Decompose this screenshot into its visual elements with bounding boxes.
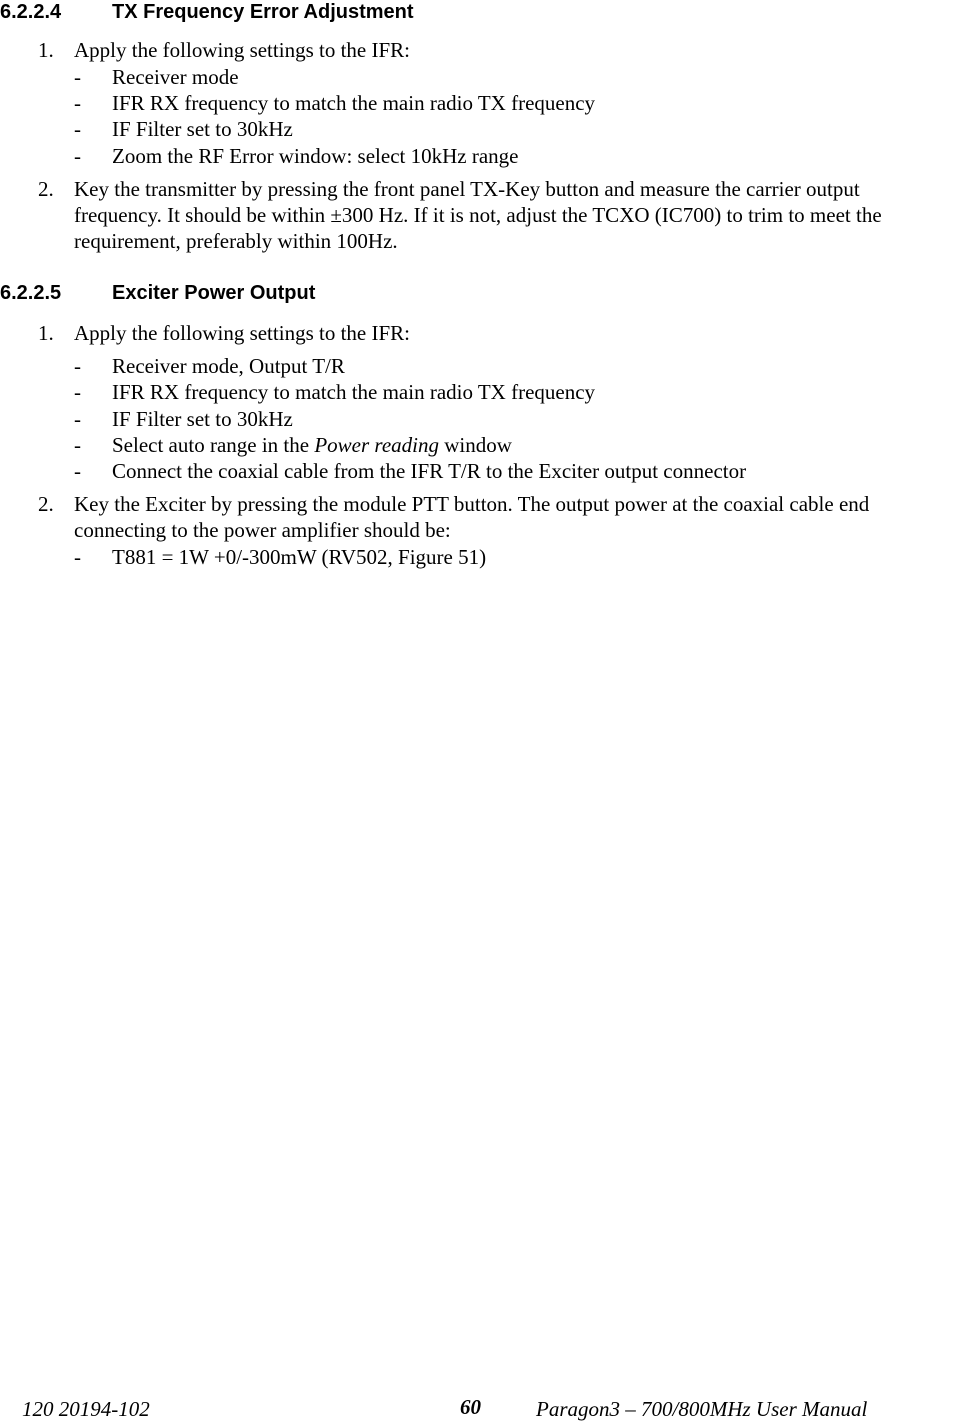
step-text-line: Key the Exciter by pressing the module PTT button. The output power at the coaxial cable end	[74, 492, 870, 516]
bullet-marker: -	[74, 433, 81, 457]
section-title: TX Frequency Error Adjustment	[112, 1, 414, 23]
bullet-item: Connect the coaxial cable from the IFR T/R to the Exciter output connector	[112, 459, 747, 483]
step-text-line: Key the transmitter by pressing the front panel TX-Key button and measure the carrier output	[74, 177, 860, 201]
footer-manual-title: Paragon3 – 700/800MHz User Manual	[536, 1397, 868, 1421]
bullet-marker: -	[74, 91, 81, 115]
step-marker: 1.	[38, 321, 54, 345]
step-text-line: requirement, preferably within 100Hz.	[74, 229, 398, 253]
step-marker: 2.	[38, 177, 54, 201]
bullet-item: Receiver mode	[112, 65, 239, 89]
bullet-item: T881 = 1W +0/-300mW (RV502, Figure 51)	[112, 545, 487, 569]
bullet-item: Receiver mode, Output T/R	[112, 354, 345, 378]
bullet-marker: -	[74, 144, 81, 168]
step-text: Apply the following settings to the IFR:	[74, 321, 410, 345]
step-marker: 2.	[38, 492, 54, 516]
bullet-marker: -	[74, 354, 81, 378]
section-number: 6.2.2.4	[0, 1, 62, 23]
footer-page-number: 60	[460, 1395, 481, 1419]
bullet-item-power-reading: Select auto range in the Power reading window	[112, 433, 512, 457]
bullet-item: IFR RX frequency to match the main radio TX frequency	[112, 91, 596, 115]
step-text-line: connecting to the power amplifier should be:	[74, 518, 451, 542]
bullet-marker: -	[74, 117, 81, 141]
footer-doc-number: 120 20194-102	[22, 1397, 150, 1421]
bullet-marker: -	[74, 65, 81, 89]
step-text-line: frequency. It should be within ±300 Hz. If it is not, adjust the TCXO (IC700) to trim to meet the	[74, 203, 882, 227]
bullet-item: IFR RX frequency to match the main radio TX frequency	[112, 380, 596, 404]
bullet-marker: -	[74, 545, 81, 569]
section-title: Exciter Power Output	[112, 282, 316, 304]
step-marker: 1.	[38, 38, 54, 62]
bullet-marker: -	[74, 459, 81, 483]
step-text: Apply the following settings to the IFR:	[74, 38, 410, 62]
section-number: 6.2.2.5	[0, 282, 62, 304]
bullet-item: IF Filter set to 30kHz	[112, 407, 293, 431]
bullet-item: IF Filter set to 30kHz	[112, 117, 293, 141]
bullet-marker: -	[74, 407, 81, 431]
bullet-item: Zoom the RF Error window: select 10kHz range	[112, 144, 519, 168]
bullet-marker: -	[74, 380, 81, 404]
